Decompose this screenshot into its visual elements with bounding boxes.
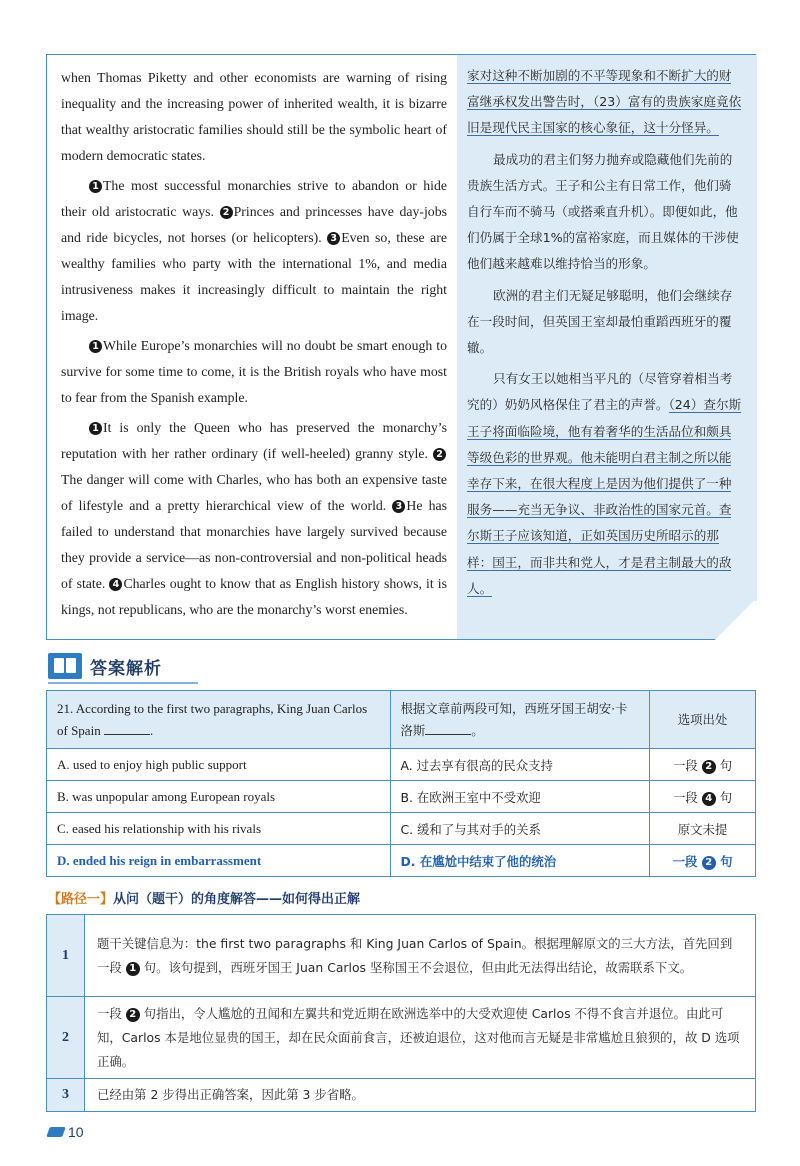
option-en: B. was unpopular among European royals — [47, 781, 391, 813]
sentence-text: The danger will come with Charles, who has both an expensive taste of lifestyle and a pretty hierarchical view of the world. — [61, 472, 447, 513]
step-text-segment: 一段 — [97, 1005, 126, 1021]
step-text — [85, 915, 756, 997]
question-stem-cn: 根据文章前两段可知，西班牙国王胡安·卡洛斯 。 — [390, 691, 650, 749]
cn-paragraph — [467, 283, 743, 362]
en-paragraph — [61, 173, 447, 329]
sentence-number-badge: 2 — [702, 856, 716, 870]
source-suffix: 句 — [719, 757, 733, 773]
chinese-translation — [457, 55, 757, 639]
cn-paragraph — [467, 147, 743, 278]
step-number: 1 — [47, 915, 85, 997]
translation-text: 只有女王以她相当平凡的（尽管穿着相当考究的）奶奶风格保住了君主的声誉。 — [467, 371, 733, 413]
open-book-icon — [48, 653, 82, 679]
heading-underline — [48, 682, 198, 684]
sentence-number-badge: 4 — [109, 578, 122, 591]
english-passage — [47, 55, 455, 639]
option-en: A. used to enjoy high public support — [47, 749, 391, 781]
option-row — [47, 781, 756, 813]
source-text: 原文未提 — [677, 821, 728, 837]
option-source — [650, 749, 756, 781]
source-header: 选项出处 — [650, 691, 756, 749]
question-row — [47, 691, 756, 749]
en-paragraph — [61, 65, 447, 169]
option-source — [650, 813, 756, 845]
source-text: 一段 — [673, 757, 698, 773]
option-row — [47, 749, 756, 781]
source-suffix: 句 — [719, 789, 733, 805]
options-table — [46, 690, 756, 877]
option-source — [650, 845, 756, 877]
en-paragraph — [61, 333, 447, 411]
question-stem-en: 21. According to the first two paragraphs, King Juan Carlos of Spain . — [47, 691, 391, 749]
sentence-number-badge: 2 — [126, 1008, 140, 1022]
sentence-text: The most successful monarchies strive to abandon or hide their old aristocratic ways. — [61, 178, 447, 219]
sentence-text: Princes and princesses have day-jobs and ride bicycles, not horses (or helicopters). — [61, 204, 447, 245]
answer-blank — [104, 734, 150, 735]
step-row — [47, 997, 756, 1079]
cn-paragraph — [467, 63, 743, 142]
step-text-segment: 句指出，令人尴尬的丑闻和左翼共和党近期在欧洲选举中的大受欢迎使 Carlos 不得不食言并退位。由此可知，Carlos 本是地位显贵的国王，却在民众面前食言，还被迫退位，这对他而言无疑是非常尴尬且狼狈的，故 D 选项正确。 — [97, 1005, 740, 1069]
translation-text: 欧洲的君主们无疑足够聪明，他们会继续存在一段时间，但英国王室却最怕重蹈西班牙的覆辙。 — [467, 287, 733, 356]
path-text: 从问（题干）的角度解答——如何得出正解 — [113, 892, 361, 907]
sentence-number-badge: 1 — [89, 422, 102, 435]
step-number: 3 — [47, 1079, 85, 1112]
sentence-number-badge: 3 — [327, 232, 340, 245]
option-cn: B. 在欧洲王室中不受欢迎 — [390, 781, 650, 813]
step-text-segment: 已经由第 2 步得出正确答案，因此第 3 步省略。 — [97, 1087, 364, 1102]
translation-text: 最成功的君主们努力抛弃或隐藏他们先前的贵族生活方式。王子和公主有日常工作，他们骑自行车而不骑马（或搭乘直升机）。即便如此，他们仍属于全球1%的富裕家庭，而且媒体的干涉使他们越来越难以维持恰当的形象。 — [467, 151, 739, 272]
sentence-number-badge: 1 — [126, 962, 140, 976]
option-row-correct — [47, 845, 756, 877]
source-suffix: 句 — [720, 853, 733, 869]
cn-paragraph — [467, 366, 743, 602]
book-icon — [46, 1127, 66, 1137]
step-row — [47, 915, 756, 997]
step-row — [47, 1079, 756, 1112]
option-cn: D. 在尴尬中结束了他的统治 — [390, 845, 650, 877]
option-en: C. eased his relationship with his rivals — [47, 813, 391, 845]
sentence-number-badge: 2 — [220, 206, 233, 219]
underlined-translation: 家对这种不断加剧的不平等现象和不断扩大的财富继承权发出警告时，（23）富有的贵族家庭竟依旧是现代民主国家的核心象征，这十分怪异。 — [467, 68, 742, 136]
source-text: 一段 — [672, 853, 698, 869]
path-heading: 【路径一】从问（题干）的角度解答——如何得出正解 — [48, 892, 361, 907]
steps-table — [46, 914, 756, 1112]
option-cn: A. 过去享有很高的民众支持 — [390, 749, 650, 781]
page-number: 10 — [68, 1124, 84, 1140]
sentence-text: when Thomas Piketty and other economists are warning of rising inequality and the increasing power of inherited wealth, it is bizarre that wealthy aristocratic families should still be the symbolic heart of modern democratic states. — [61, 70, 447, 163]
answer-analysis-title: 答案解析 — [90, 658, 162, 679]
option-cn: C. 缓和了与其对手的关系 — [390, 813, 650, 845]
step-text-segment: 题干关键信息为：the first two paragraphs 和 King Juan Carlos of Spain。根据理解原文的三大方法，首先回到一段 — [97, 935, 733, 975]
sentence-number-badge: 2 — [702, 760, 716, 774]
sentence-text: He has failed to understand that monarchies have largely survived because they provide a service—as non-controversial and non-political heads of state. — [61, 498, 448, 591]
option-en: D. ended his reign in embarrassment — [47, 845, 391, 877]
sentence-text: It is only the Queen who has preserved the monarchy’s reputation with her rather ordinary (if well-heeled) granny style. — [61, 420, 447, 461]
underlined-translation: （24）查尔斯王子将面临险境，他有着奢华的生活品位和颇具等级色彩的世界观。他未能明白君主制之所以能幸存下来，在很大程度上是因为他们提供了一种服务——充当无争议、非政治性的国家元首。查尔斯王子应该知道，正如英国历史所昭示的那样：国王，而非共和党人，才是君主制最大的敌人。 — [467, 397, 742, 596]
answer-analysis-heading — [48, 652, 162, 680]
sentence-text: While Europe’s monarchies will no doubt be smart enough to survive for some time to come, it is the British royals who have most to fear from the Spanish example. — [61, 338, 447, 405]
answer-blank-cn — [425, 734, 471, 735]
sentence-number-badge: 1 — [89, 180, 102, 193]
step-text-segment: 句。该句提到，西班牙国王 Juan Carlos 坚称国王不会退位，但由此无法得出结论，故需联系下文。 — [139, 959, 693, 975]
sentence-number-badge: 1 — [89, 340, 102, 353]
page-curl-decoration — [711, 601, 757, 641]
source-text: 一段 — [673, 789, 698, 805]
sentence-number-badge: 3 — [392, 500, 405, 513]
step-text — [85, 1079, 756, 1112]
page-footer — [48, 1124, 84, 1140]
sentence-text: Even so, these are wealthy families who party with the international 1%, and media intrusiveness makes it increasingly difficult to maintain the right image. — [61, 230, 447, 323]
option-row — [47, 813, 756, 845]
step-text — [85, 997, 756, 1079]
passage-panel — [46, 54, 756, 640]
option-source — [650, 781, 756, 813]
step-number: 2 — [47, 997, 85, 1079]
sentence-number-badge: 4 — [702, 792, 716, 806]
sentence-text: Charles ought to know that as English history shows, it is kings, not republicans, who are the monarchy’s worst enemies. — [61, 576, 447, 617]
sentence-number-badge: 2 — [433, 448, 446, 461]
path-label: 路径一 — [61, 892, 101, 907]
en-paragraph — [61, 415, 447, 623]
